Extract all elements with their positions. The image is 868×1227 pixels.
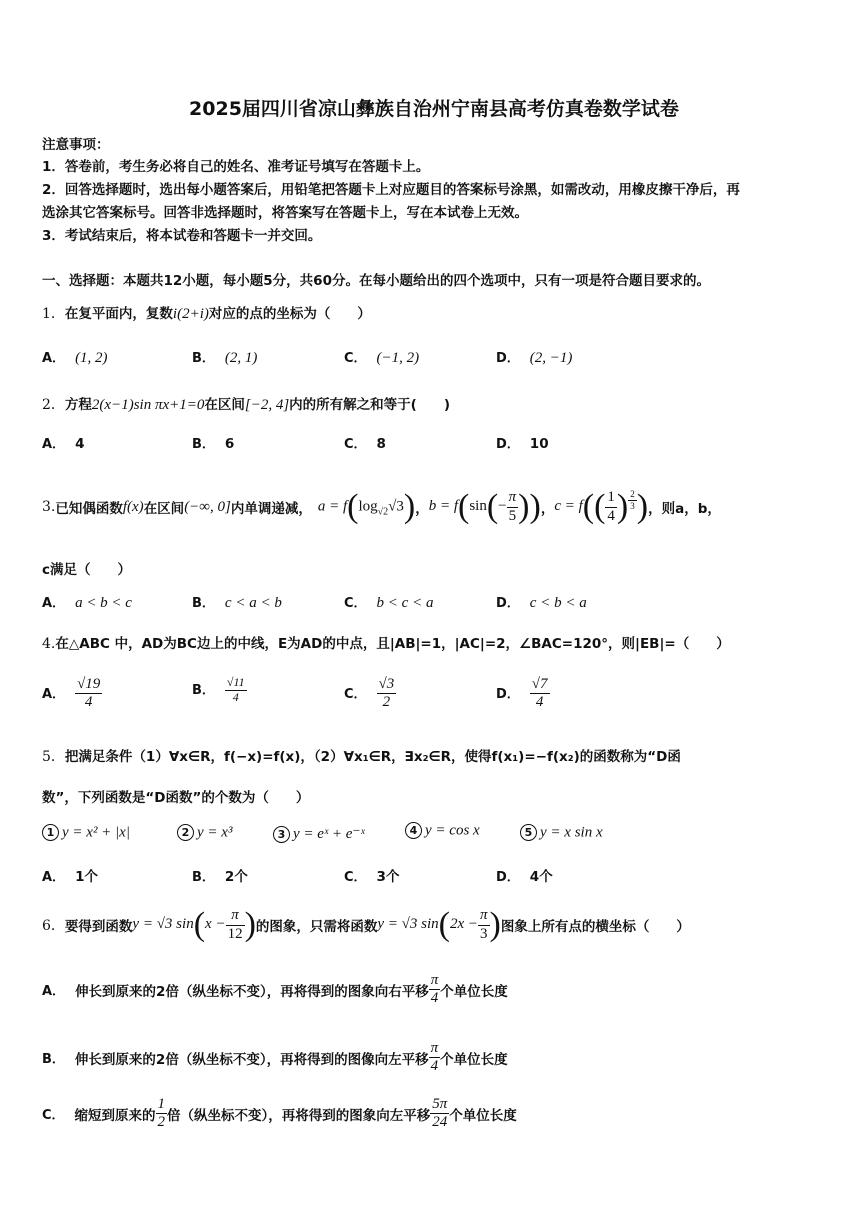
option-label: B． bbox=[192, 596, 215, 611]
q6-pi: π bbox=[226, 907, 245, 925]
q6-y1: y = √3 sin bbox=[132, 916, 194, 933]
q1-post: 对应的点的坐标为（ ） bbox=[208, 306, 371, 322]
option-label: C． bbox=[344, 870, 367, 885]
option-value: b < c < a bbox=[376, 595, 434, 611]
option-label: D． bbox=[496, 351, 520, 366]
notice-item-3: 3．考试结束后，将本试卷和答题卡一并交回。 bbox=[42, 228, 322, 244]
option-label: A． bbox=[42, 351, 66, 366]
question-4 bbox=[42, 632, 730, 652]
q6-y2: y = √3 sin bbox=[377, 916, 439, 933]
option-value: a < b < c bbox=[75, 595, 132, 611]
option-value: (1, 2) bbox=[75, 350, 108, 366]
q6-option-c[interactable] bbox=[42, 1096, 517, 1132]
notice-item-1: 1．答卷前，考生务必将自己的姓名、准考证号填写在答题卡上。 bbox=[42, 159, 430, 175]
q4-option-c[interactable] bbox=[344, 676, 396, 712]
q4-d-num: √7 bbox=[530, 676, 550, 694]
circled-number: 5 bbox=[520, 824, 537, 841]
notice-heading: 注意事项： bbox=[42, 137, 110, 153]
q2-pre: 方程 bbox=[64, 397, 92, 413]
option-label: C． bbox=[344, 596, 367, 611]
q1-expr: i(2+i) bbox=[172, 306, 209, 322]
circled-number: 4 bbox=[405, 822, 422, 839]
option-text: 伸长到原来的2倍（纵坐标不变），再将得到的图象向右平移 bbox=[75, 983, 429, 1000]
q3-log-base: √2 bbox=[377, 506, 389, 518]
q3-line2: c满足（ ） bbox=[42, 562, 132, 578]
circled-number: 3 bbox=[273, 826, 290, 843]
question-5 bbox=[42, 745, 681, 766]
q3-sin: sin bbox=[469, 498, 487, 515]
option-value: 1个 bbox=[75, 869, 98, 885]
q3-fx: f(x) bbox=[122, 498, 144, 515]
q4-option-d[interactable] bbox=[496, 676, 550, 712]
q3-exp-d: 3 bbox=[630, 500, 635, 511]
option-label: A． bbox=[42, 596, 66, 611]
option-text-mid: 倍（纵坐标不变），再将得到的图象向左平移 bbox=[167, 1107, 431, 1124]
option-label: A． bbox=[42, 437, 66, 452]
option-label: D． bbox=[496, 870, 520, 885]
option-label: C． bbox=[344, 686, 367, 702]
q2-option-b[interactable] bbox=[192, 433, 234, 452]
option-label: B． bbox=[192, 351, 215, 366]
q4-b-den: 4 bbox=[232, 689, 239, 704]
q6-c-num: 5π bbox=[430, 1096, 449, 1114]
q3-mid2: 内单调递减， bbox=[230, 501, 312, 517]
q3-neg: − bbox=[498, 498, 507, 515]
option-value: 4 bbox=[75, 436, 85, 452]
q3-tail: ，则a，b， bbox=[648, 501, 721, 517]
option-value: 8 bbox=[376, 436, 386, 452]
option-label: C． bbox=[344, 437, 367, 452]
q3-pi: π bbox=[507, 489, 519, 507]
q2-post: 内的所有解之和等于( ) bbox=[289, 397, 451, 413]
page-title: 2025届四川省凉山彝族自治州宁南县高考仿真卷数学试卷 bbox=[189, 98, 679, 120]
q3-option-b[interactable] bbox=[192, 592, 282, 612]
option-label: D． bbox=[496, 686, 520, 702]
q6-x1: x − bbox=[205, 916, 226, 933]
q6-option-a[interactable] bbox=[42, 972, 508, 1008]
function-expr: y = x² + |x| bbox=[62, 824, 130, 841]
q4-a-den: 4 bbox=[84, 694, 93, 711]
q5-option-c[interactable] bbox=[344, 865, 399, 885]
option-label: C． bbox=[344, 351, 367, 366]
q6-b-den: 4 bbox=[430, 1058, 439, 1075]
option-label: B． bbox=[192, 870, 215, 885]
q6-a-pi: π bbox=[429, 972, 441, 990]
circled-number: 1 bbox=[42, 824, 59, 841]
q5-function-1 bbox=[42, 824, 130, 842]
q6-post: 图象上所有点的横坐标（ ） bbox=[500, 919, 690, 935]
q1-option-c[interactable] bbox=[344, 347, 419, 367]
q4-b-num: √11 bbox=[226, 675, 245, 689]
option-value: 2个 bbox=[224, 869, 248, 885]
option-value: 3个 bbox=[376, 869, 400, 885]
q4-a-num: √19 bbox=[75, 676, 102, 694]
q6-half-num: 1 bbox=[156, 1096, 168, 1114]
q6-option-b[interactable] bbox=[42, 1040, 508, 1076]
q3-four: 4 bbox=[607, 507, 615, 524]
q2-interval: [−2, 4] bbox=[244, 397, 290, 413]
q6-func2: y = √3 sin(2x − $\frac{\pi}{3}$ ) bbox=[377, 906, 501, 943]
q3-exp-n: 2 bbox=[630, 489, 635, 500]
q2-mid: 在区间 bbox=[204, 397, 245, 413]
q3-five: 5 bbox=[508, 507, 517, 524]
option-tail: 个单位长度 bbox=[449, 1107, 517, 1124]
q3-option-a[interactable] bbox=[42, 592, 132, 612]
q5-function-2 bbox=[177, 824, 232, 842]
option-tail: 个单位长度 bbox=[440, 983, 508, 1000]
option-value: 6 bbox=[224, 436, 235, 452]
q3-c-def: c = f(( $\frac{1}{4}$ ) $\frac{2}{3}$ ) bbox=[554, 488, 649, 525]
q6-pi-2: π bbox=[478, 907, 490, 925]
q4-c-den: 2 bbox=[382, 694, 391, 711]
option-value: (2, 1) bbox=[224, 350, 258, 366]
option-value: (2, −1) bbox=[529, 350, 573, 366]
option-tail: 个单位长度 bbox=[440, 1051, 508, 1068]
function-expr: y = cos x bbox=[425, 822, 480, 839]
q6-pre: 要得到函数 bbox=[64, 919, 133, 935]
q2-number: 2． bbox=[42, 397, 65, 413]
q2-option-c[interactable] bbox=[344, 433, 386, 452]
q4-option-a[interactable] bbox=[42, 676, 102, 712]
q5-function-5 bbox=[520, 824, 603, 842]
option-value: c < b < a bbox=[529, 595, 587, 611]
q5-option-b[interactable] bbox=[192, 865, 248, 885]
q5-line1: 把满足条件（1）∀x∈R，f(−x)=f(x)，（2）∀x₁∈R，∃x₂∈R，使得f(x₁)=−f(x₂)的函数称为“D函 bbox=[64, 749, 681, 765]
option-text-pre: 缩短到原来的 bbox=[74, 1107, 156, 1124]
option-value: 10 bbox=[529, 436, 549, 452]
q3-c-pre: c = f bbox=[554, 498, 583, 515]
notice-item-2: 2．回答选择题时，选出每小题答案后，用铅笔把答题卡上对应题目的答案标号涂黑，如需改动，用橡皮擦干净后，再 bbox=[42, 182, 740, 198]
q3-b-pre: b = f bbox=[428, 498, 458, 515]
q6-c-den: 24 bbox=[432, 1114, 448, 1131]
option-label: A． bbox=[42, 984, 66, 1000]
q6-func1: y = √3 sin(x − $\frac{\pi}{12}$ ) bbox=[132, 906, 256, 943]
option-label: B． bbox=[192, 683, 215, 699]
q6-half-den: 2 bbox=[157, 1114, 166, 1131]
notice-item-2-cont: 选涂其它答案标号。回答非选择题时，将答案写在答题卡上，写在本试卷上无效。 bbox=[42, 205, 528, 221]
function-expr: y = x³ bbox=[197, 824, 233, 841]
q4-d-den: 4 bbox=[535, 694, 544, 711]
option-label: A． bbox=[42, 870, 66, 885]
q4-c-num: √3 bbox=[377, 676, 397, 694]
question-3: 3. 已知偶函数 f(x) 在区间 (−∞, 0] 内单调递减， $a = f(\log_{√2}√3)$ ， b = f(sin(− $\frac{\pi}{5}$ )) ， c = f(( $\frac{1}{4}$ ) $\frac{2}{3}$ ) ，则a，b， bbox=[42, 488, 721, 525]
q3-number: 3. bbox=[42, 499, 56, 515]
q5-option-a[interactable] bbox=[42, 865, 98, 885]
option-value: c < a < b bbox=[224, 595, 282, 611]
q3-log-arg: √3 bbox=[388, 498, 404, 515]
q1-option-b[interactable] bbox=[192, 347, 257, 367]
option-label: C． bbox=[42, 1108, 65, 1124]
q5-number: 5． bbox=[42, 749, 65, 765]
q3-one: 1 bbox=[605, 489, 617, 507]
option-text: 伸长到原来的2倍（纵坐标不变），再将得到的图像向左平移 bbox=[74, 1051, 429, 1068]
q2-option-a[interactable] bbox=[42, 433, 84, 452]
q6-a-den: 4 bbox=[430, 990, 439, 1007]
q4-text: 在△ABC 中，AD为BC边上的中线，E为AD的中点，且|AB|=1，|AC|=2，∠BAC=120°，则|EB|=（ ） bbox=[55, 636, 730, 652]
q3-pre: 已知偶函数 bbox=[55, 501, 123, 517]
option-label: D． bbox=[496, 437, 520, 452]
option-label: A． bbox=[42, 686, 66, 702]
circled-number: 2 bbox=[177, 824, 194, 841]
q3-a-pre: a = f bbox=[317, 498, 348, 515]
q3-option-c[interactable] bbox=[344, 592, 433, 612]
q6-number: 6． bbox=[42, 918, 65, 934]
q3-b-def: b = f(sin(− $\frac{\pi}{5}$ )) bbox=[428, 488, 541, 525]
q3-mid: 在区间 bbox=[143, 501, 185, 517]
q1-option-d[interactable] bbox=[496, 347, 572, 367]
option-label: D． bbox=[496, 596, 520, 611]
q6-x2: 2x − bbox=[450, 916, 479, 933]
option-label: B． bbox=[192, 437, 215, 452]
q3-log: log bbox=[358, 498, 378, 515]
section-heading: 一、选择题：本题共12小题，每小题5分，共60分。在每小题给出的四个选项中，只有一项是符合题目要求的。 bbox=[42, 273, 710, 289]
option-value: 4个 bbox=[529, 869, 553, 885]
q5-line2: 数”，下列函数是“D函数”的个数为（ ） bbox=[42, 790, 310, 806]
q1-pre: 在复平面内，复数 bbox=[64, 306, 173, 322]
q6-b-pi: π bbox=[429, 1040, 441, 1058]
q6-mid: 的图象，只需将函数 bbox=[255, 919, 378, 935]
q6-d3: 3 bbox=[480, 925, 488, 942]
q3-a-def: $a = f(\log_{√2}√3)$ bbox=[317, 488, 416, 525]
q5-function-4 bbox=[405, 822, 480, 840]
question-2 bbox=[42, 393, 450, 414]
function-expr: y = x sin x bbox=[540, 824, 603, 841]
option-label: B． bbox=[42, 1052, 65, 1068]
q5-option-d[interactable] bbox=[496, 865, 553, 885]
q2-expr: 2(x−1)sin πx+1=0 bbox=[91, 397, 205, 413]
question-6 bbox=[42, 902, 690, 948]
q1-number: 1． bbox=[42, 306, 65, 322]
q6-d12: 12 bbox=[227, 925, 243, 942]
q1-option-a[interactable] bbox=[42, 347, 108, 367]
q4-option-b[interactable] bbox=[192, 676, 247, 705]
function-expr: y = eˣ + e⁻ˣ bbox=[293, 826, 365, 842]
question-1 bbox=[42, 302, 371, 323]
q3-interval: (−∞, 0] bbox=[184, 498, 231, 515]
q2-option-d[interactable] bbox=[496, 433, 549, 452]
q3-option-d[interactable] bbox=[496, 592, 587, 612]
q4-number: 4. bbox=[42, 636, 56, 652]
q5-function-3 bbox=[273, 824, 365, 843]
option-value: (−1, 2) bbox=[376, 350, 420, 366]
